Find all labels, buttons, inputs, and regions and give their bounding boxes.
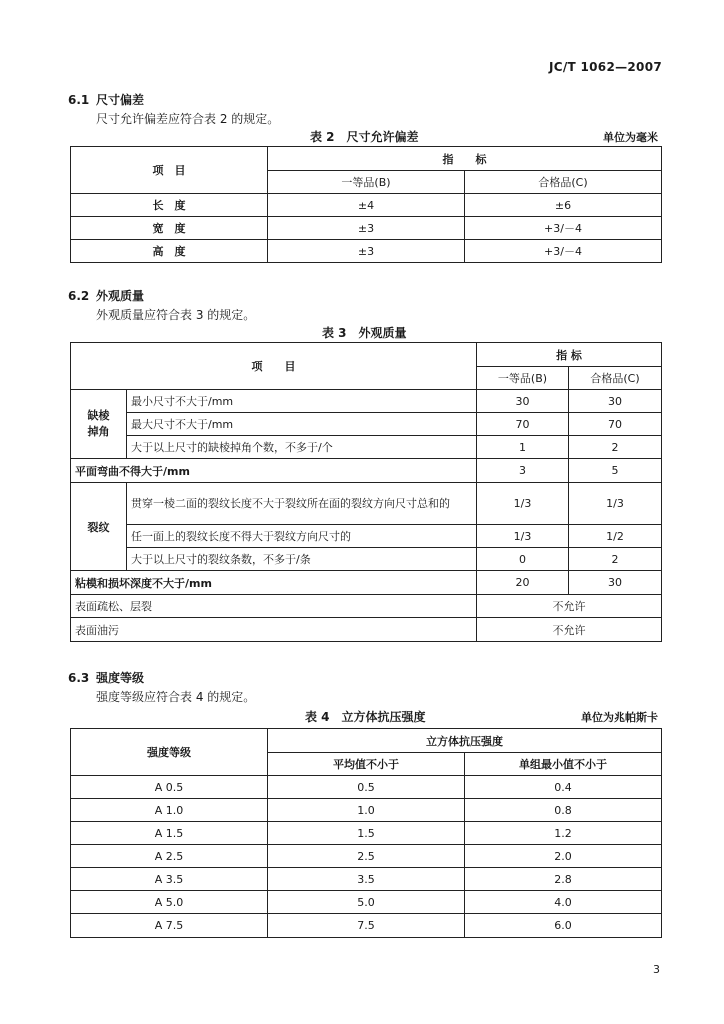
table-cell: 5 — [569, 459, 662, 483]
table-4-head-min: 单组最小值不小于 — [465, 753, 662, 776]
table-cell: 高 度 — [71, 240, 268, 263]
table-row — [71, 548, 662, 571]
section-title: 外观质量 — [96, 289, 145, 303]
standard-number: JC/T 1062—2007 — [548, 60, 662, 74]
table-row — [71, 217, 662, 240]
table-cell: 70 — [569, 413, 662, 436]
table-cell: ±3 — [268, 240, 465, 263]
table-cell: A 1.0 — [71, 799, 268, 822]
table-3-group-chipped: 缺棱掉角 — [71, 390, 127, 459]
table-cell: 5.0 — [268, 891, 465, 914]
table-cell: 30 — [477, 390, 569, 413]
table-row — [71, 436, 662, 459]
table-2-head-b: 一等品(B) — [268, 171, 465, 194]
table-cell: 0.8 — [465, 799, 662, 822]
section-6-2-heading — [68, 287, 144, 304]
table-cell: 长 度 — [71, 194, 268, 217]
table-row — [71, 845, 662, 868]
table-2-head-c: 合格品(C) — [465, 171, 662, 194]
table-cell: 最大尺寸不大于/mm — [127, 413, 477, 436]
table-4-caption: 表 4 立方体抗压强度 — [305, 710, 426, 724]
table-cell: A 7.5 — [71, 914, 268, 938]
table-cell: +3/－4 — [465, 217, 662, 240]
table-cell: 表面疏松、层裂 — [71, 595, 477, 618]
table-2-head-index: 指 标 — [268, 147, 662, 171]
table-row — [71, 799, 662, 822]
table-4-head-avg: 平均值不小于 — [268, 753, 465, 776]
table-3-group-cracks: 裂纹 — [71, 483, 127, 571]
table-cell: 1.5 — [268, 822, 465, 845]
section-6-1-text: 尺寸允许偏差应符合表 2 的规定。 — [96, 112, 280, 126]
table-cell: ±6 — [465, 194, 662, 217]
page-number: 3 — [653, 963, 660, 976]
table-cell: 7.5 — [268, 914, 465, 938]
table-row — [71, 483, 662, 525]
table-cell: A 2.5 — [71, 845, 268, 868]
table-cell: 1/3 — [477, 525, 569, 548]
table-row — [71, 390, 662, 413]
table-row — [71, 868, 662, 891]
table-3-head-b: 一等品(B) — [477, 367, 569, 390]
table-2-head-item: 项 目 — [71, 147, 268, 194]
table-cell: ±3 — [268, 217, 465, 240]
table-row — [71, 571, 662, 595]
table-cell: 表面油污 — [71, 618, 477, 642]
table-row — [71, 194, 662, 217]
table-cell: 最小尺寸不大于/mm — [127, 390, 477, 413]
table-cell: 2 — [569, 436, 662, 459]
table-row — [71, 776, 662, 799]
table-cell: 2.8 — [465, 868, 662, 891]
table-2-caption: 表 2 尺寸允许偏差 — [310, 130, 419, 144]
table-3 — [70, 342, 662, 642]
table-cell: 大于以上尺寸的缺棱掉角个数，不多于/个 — [127, 436, 477, 459]
section-6-3-text: 强度等级应符合表 4 的规定。 — [96, 690, 256, 704]
table-4 — [70, 728, 662, 938]
section-6-1-heading — [68, 91, 144, 108]
table-row — [71, 413, 662, 436]
section-title: 尺寸偏差 — [96, 93, 145, 107]
section-title: 强度等级 — [96, 671, 145, 685]
table-4-head-cube: 立方体抗压强度 — [268, 729, 662, 753]
table-cell: 1/3 — [477, 483, 569, 525]
section-number: 6.3 — [68, 671, 90, 685]
table-cell: 宽 度 — [71, 217, 268, 240]
table-cell: 0.4 — [465, 776, 662, 799]
table-cell: 3 — [477, 459, 569, 483]
table-cell: 不允许 — [477, 595, 662, 618]
table-3-head-item: 项 目 — [71, 343, 477, 390]
table-cell: 3.5 — [268, 868, 465, 891]
table-row — [71, 459, 662, 483]
table-cell: A 3.5 — [71, 868, 268, 891]
table-cell: 1/2 — [569, 525, 662, 548]
table-cell: 4.0 — [465, 891, 662, 914]
table-cell: 贯穿一棱二面的裂纹长度不大于裂纹所在面的裂纹方向尺寸总和的 — [127, 483, 477, 525]
table-row — [71, 891, 662, 914]
table-2 — [70, 146, 662, 263]
table-row — [71, 822, 662, 845]
table-cell: 30 — [569, 571, 662, 595]
table-cell: A 1.5 — [71, 822, 268, 845]
table-cell: 1.2 — [465, 822, 662, 845]
section-number: 6.1 — [68, 93, 90, 107]
table-4-head-grade: 强度等级 — [71, 729, 268, 776]
table-cell: 0.5 — [268, 776, 465, 799]
table-cell: +3/－4 — [465, 240, 662, 263]
table-3-head-index: 指 标 — [477, 343, 662, 367]
table-cell: A 0.5 — [71, 776, 268, 799]
table-4-unit: 单位为兆帕斯卡 — [581, 711, 658, 724]
table-3-caption: 表 3 外观质量 — [322, 326, 407, 340]
table-cell: 30 — [569, 390, 662, 413]
section-6-3-heading — [68, 669, 144, 686]
section-number: 6.2 — [68, 289, 90, 303]
table-cell: ±4 — [268, 194, 465, 217]
table-cell: 1.0 — [268, 799, 465, 822]
table-3-head-c: 合格品(C) — [569, 367, 662, 390]
table-cell: 2.0 — [465, 845, 662, 868]
table-cell: 20 — [477, 571, 569, 595]
table-cell: 1 — [477, 436, 569, 459]
table-row — [71, 595, 662, 618]
table-cell: 6.0 — [465, 914, 662, 938]
table-cell: 2 — [569, 548, 662, 571]
table-cell: 0 — [477, 548, 569, 571]
table-row — [71, 618, 662, 642]
table-cell: 平面弯曲不得大于/mm — [71, 459, 477, 483]
table-row — [71, 240, 662, 263]
section-6-2-text: 外观质量应符合表 3 的规定。 — [96, 308, 256, 322]
table-row — [71, 525, 662, 548]
table-row — [71, 914, 662, 938]
table-cell: 70 — [477, 413, 569, 436]
table-cell: A 5.0 — [71, 891, 268, 914]
table-2-unit: 单位为毫米 — [603, 131, 658, 144]
table-cell: 粘模和损坏深度不大于/mm — [71, 571, 477, 595]
table-cell: 任一面上的裂纹长度不得大于裂纹方向尺寸的 — [127, 525, 477, 548]
table-cell: 1/3 — [569, 483, 662, 525]
table-cell: 不允许 — [477, 618, 662, 642]
table-cell: 2.5 — [268, 845, 465, 868]
table-cell: 大于以上尺寸的裂纹条数，不多于/条 — [127, 548, 477, 571]
